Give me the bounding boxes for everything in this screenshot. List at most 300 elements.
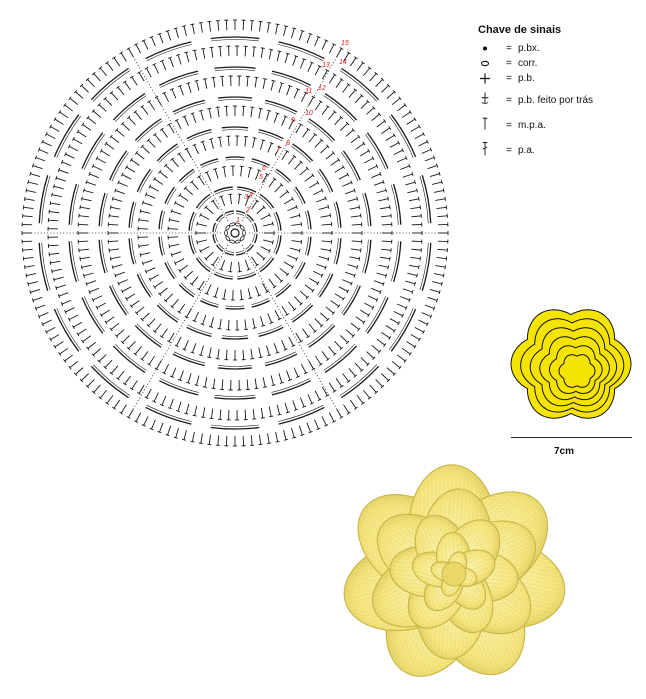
- chain-arc: [218, 100, 251, 101]
- stitch-mark: [276, 24, 280, 25]
- stitch-mark: [355, 96, 362, 103]
- stitch-mark: [301, 364, 306, 373]
- stitch-mark: [434, 274, 444, 276]
- stitch-mark: [83, 188, 84, 192]
- stitch-mark: [328, 346, 334, 354]
- stitch-mark: [346, 330, 354, 337]
- stitch-mark: [184, 117, 188, 126]
- stitch-mark: [409, 110, 411, 113]
- stitch-mark: [94, 74, 101, 81]
- stitch-mark: [245, 46, 246, 56]
- stitch-mark: [392, 98, 400, 104]
- stitch-mark: [50, 203, 60, 205]
- stitch-mark: [146, 268, 155, 272]
- chain-arc: [196, 258, 210, 272]
- stitch-mark: [340, 336, 347, 343]
- stitch-mark: [422, 150, 431, 154]
- stitch-mark: [276, 441, 280, 442]
- stitch-mark: [349, 368, 355, 376]
- stitch-mark: [342, 280, 351, 284]
- stitch-mark: [146, 389, 151, 398]
- stitch-mark: [277, 51, 279, 61]
- stitch-mark: [43, 320, 52, 324]
- stitch-mark: [25, 266, 35, 268]
- stitch-mark: [112, 197, 113, 201]
- round-number: 13: [322, 62, 330, 69]
- stitch-mark: [434, 190, 444, 192]
- stitch-mark: [30, 174, 40, 177]
- chain-arc: [72, 185, 79, 225]
- stitch-mark: [203, 407, 205, 417]
- stitch-mark: [394, 150, 403, 154]
- stitch-mark: [176, 411, 180, 412]
- stitch-mark: [119, 280, 128, 284]
- round-number: 4: [249, 192, 253, 199]
- stitch-mark: [203, 315, 206, 324]
- stitch-mark: [263, 79, 265, 89]
- stitch-mark: [88, 342, 96, 348]
- stitch-icon: [478, 141, 492, 156]
- stitch-mark: [93, 348, 101, 355]
- stitch-mark: [280, 191, 288, 197]
- chain-arc: [157, 305, 177, 322]
- stitch-mark: [177, 337, 182, 346]
- stitch-mark: [155, 282, 163, 288]
- legend-row-corr: [478, 56, 643, 71]
- stitch-mark: [140, 253, 141, 257]
- stitch-mark: [259, 108, 263, 109]
- chain-arc: [272, 71, 311, 85]
- stitch-mark: [136, 153, 144, 159]
- stitch-mark: [292, 437, 296, 438]
- stitch-mark: [73, 139, 82, 144]
- stitch-mark: [351, 323, 359, 329]
- stitch-mark: [276, 113, 280, 114]
- stitch-mark: [86, 180, 87, 184]
- stitch-mark: [130, 305, 132, 308]
- stitch-mark: [397, 158, 406, 162]
- chain-arc: [247, 215, 254, 222]
- chain-arc: [213, 223, 215, 232]
- chain-arc: [251, 161, 268, 167]
- stitch-mark: [354, 189, 355, 193]
- stitch-mark: [86, 282, 87, 286]
- stitch-mark: [284, 430, 286, 440]
- stitch-mark: [82, 340, 84, 343]
- stitch-mark: [141, 253, 151, 255]
- stitch-mark: [397, 355, 405, 361]
- stitch-mark: [23, 249, 33, 250]
- stitch-mark: [241, 166, 242, 176]
- stitch-mark: [280, 382, 284, 383]
- stitch-mark: [207, 108, 211, 109]
- stitch-mark: [267, 110, 271, 111]
- stitch-mark: [192, 343, 195, 352]
- stitch-mark: [185, 188, 192, 195]
- stitch-mark: [211, 409, 212, 419]
- stitch-mark: [174, 437, 178, 438]
- stitch-mark: [307, 423, 311, 432]
- stitch-mark: [192, 24, 194, 34]
- chain-arc: [276, 169, 290, 181]
- stitch-mark: [407, 119, 415, 124]
- stitch-mark: [261, 418, 265, 419]
- stitch-mark: [253, 318, 255, 328]
- stitch-mark: [125, 82, 131, 90]
- stitch-mark: [352, 224, 362, 225]
- stitch-mark: [154, 64, 158, 73]
- stitch-mark: [24, 197, 25, 201]
- stitch-mark: [109, 214, 110, 218]
- stitch-mark: [410, 257, 420, 258]
- stitch-mark: [319, 207, 329, 210]
- stitch-mark: [309, 134, 315, 142]
- stitch-mark: [30, 172, 31, 176]
- stitch-mark: [435, 199, 445, 201]
- stitch-mark: [146, 194, 155, 198]
- chain-arc: [215, 395, 256, 396]
- stitch-mark: [118, 371, 124, 379]
- stitch-mark: [143, 203, 152, 206]
- stitch-mark: [259, 348, 261, 358]
- stitch-mark: [368, 296, 377, 300]
- stitch-mark: [33, 297, 42, 300]
- stitch-mark: [79, 216, 89, 217]
- stitch-mark: [315, 102, 320, 110]
- stitch-mark: [436, 164, 437, 168]
- stitch-mark: [363, 68, 369, 76]
- stitch-mark: [172, 252, 181, 255]
- stitch-mark: [255, 388, 259, 389]
- stitch-mark: [59, 110, 61, 113]
- stitch-mark: [53, 278, 54, 282]
- stitch-mark: [114, 400, 120, 408]
- stitch-mark: [168, 229, 178, 230]
- stitch-mark: [53, 184, 54, 188]
- flower-petal-layers: [504, 300, 638, 430]
- stitch-mark: [206, 207, 213, 214]
- legend-title: Chave de sinais: [478, 24, 562, 36]
- stitch-mark: [58, 168, 59, 172]
- stitch-mark: [428, 297, 437, 300]
- stitch-mark: [172, 159, 178, 167]
- stitch-mark: [410, 207, 420, 208]
- stitch-mark: [409, 265, 419, 267]
- stitch-mark: [81, 265, 82, 269]
- stitch-mark: [211, 317, 213, 327]
- stitch-mark: [201, 23, 203, 33]
- stitch-mark: [28, 180, 29, 184]
- stitch-mark: [360, 151, 369, 156]
- chain-arc: [291, 146, 311, 163]
- stitch-mark: [191, 113, 195, 114]
- stitch-mark: [322, 41, 326, 50]
- stitch-mark: [301, 434, 305, 435]
- stitch-mark: [321, 215, 331, 217]
- stitch-mark: [211, 47, 212, 57]
- stitch-mark: [387, 92, 394, 99]
- stitch-mark: [328, 257, 329, 261]
- stitch-mark: [386, 326, 395, 331]
- stitch-mark: [340, 124, 347, 131]
- stitch-mark: [371, 288, 380, 292]
- stitch-mark: [115, 189, 116, 193]
- stitch-mark: [62, 300, 71, 304]
- chain-arc: [222, 130, 248, 131]
- stitch-mark: [291, 428, 294, 438]
- chain-arc: [363, 194, 369, 227]
- stitch-mark: [209, 326, 213, 327]
- back-cross-icon: [478, 91, 492, 106]
- stitch-mark: [228, 320, 229, 330]
- chain-arc: [226, 306, 244, 307]
- stitch-mark: [388, 265, 389, 269]
- stitch-mark: [192, 277, 198, 285]
- chain-arc: [226, 250, 234, 252]
- chain-arc: [84, 297, 104, 332]
- stitch-mark: [164, 364, 169, 373]
- stitch-mark: [272, 80, 276, 81]
- stitch-mark: [135, 112, 141, 120]
- chain-arc: [296, 263, 305, 279]
- stitch-mark: [179, 304, 185, 312]
- stitch-mark: [78, 132, 86, 137]
- chain-arc: [160, 74, 198, 88]
- chain-arc: [201, 161, 218, 167]
- stitch-mark: [361, 248, 362, 252]
- stitch-mark: [166, 165, 173, 172]
- stitch-mark: [121, 405, 126, 413]
- chain-arc: [211, 425, 259, 426]
- stitch-mark: [83, 274, 84, 278]
- stitch-mark: [117, 130, 125, 137]
- stitch-mark: [377, 121, 385, 127]
- stitch-mark: [166, 294, 173, 301]
- stitch-mark: [164, 93, 169, 102]
- stitch-mark: [253, 138, 255, 148]
- chain-arc: [137, 169, 150, 192]
- stitch-mark: [340, 78, 343, 80]
- stitch-mark: [28, 182, 38, 184]
- stitch-mark: [24, 207, 34, 208]
- stitch-mark: [201, 324, 205, 325]
- stitch-mark: [122, 287, 131, 292]
- stitch-mark: [363, 142, 365, 145]
- stitch-mark: [213, 77, 214, 87]
- stitch-mark: [93, 296, 102, 300]
- stitch-mark: [415, 134, 424, 139]
- stitch-mark: [177, 153, 180, 155]
- stitch-mark: [418, 142, 427, 146]
- stitch-mark: [371, 174, 380, 178]
- stitch-mark: [213, 201, 219, 209]
- stitch-mark: [321, 313, 328, 320]
- legend-label: p.a.: [518, 145, 535, 156]
- chain-arc: [365, 134, 385, 169]
- stitch-mark: [110, 205, 111, 209]
- stitch-mark: [155, 179, 163, 185]
- stitch-mark: [184, 340, 188, 349]
- chain-arc: [255, 223, 257, 232]
- petal-layer: [559, 355, 595, 388]
- chain-arc: [367, 133, 388, 169]
- chain-arc: [340, 70, 377, 101]
- stitch-mark: [43, 142, 52, 146]
- crochet-chart: [0, 0, 470, 470]
- chain-arc: [391, 241, 398, 281]
- stitch-mark: [49, 253, 59, 254]
- stitch-mark: [390, 205, 391, 209]
- stitch-mark: [76, 368, 83, 375]
- stitch-mark: [275, 185, 282, 192]
- dot-icon: [478, 41, 492, 56]
- center-chain: [235, 239, 241, 243]
- stitch-mark: [54, 277, 64, 279]
- stitch-mark: [383, 180, 384, 184]
- stitch-mark: [90, 288, 99, 292]
- stitch-mark: [253, 328, 257, 329]
- legend-label: p.b. feito por trás: [518, 95, 594, 106]
- stitch-mark: [186, 404, 189, 414]
- stitch-mark: [355, 363, 362, 370]
- stitch-mark: [267, 443, 271, 444]
- stitch-mark: [50, 261, 60, 263]
- stitch-mark: [176, 428, 179, 438]
- stitch-mark: [366, 352, 373, 359]
- chain-arc: [320, 274, 333, 297]
- stitch-mark: [255, 286, 259, 295]
- chain-arc: [69, 241, 76, 282]
- stitch-mark: [282, 151, 287, 159]
- stitch-mark: [342, 182, 351, 186]
- stitch-mark: [343, 405, 348, 413]
- chain-arc: [325, 346, 357, 373]
- stitch-mark: [291, 224, 301, 225]
- legend-equals: =: [506, 58, 512, 69]
- stitch-mark: [263, 79, 267, 80]
- stitch-mark: [201, 346, 204, 356]
- chain-arc: [259, 327, 284, 336]
- stitch-mark: [348, 265, 358, 268]
- stitch-mark: [56, 286, 57, 290]
- stitch-mark: [114, 58, 120, 66]
- stitch-mark: [150, 186, 159, 191]
- stitch-mark: [172, 89, 176, 98]
- stitch-mark: [80, 205, 81, 209]
- stitch-mark: [78, 224, 88, 225]
- stitch-mark: [390, 143, 399, 148]
- chain-arc: [214, 398, 255, 399]
- stitch-mark: [390, 257, 391, 261]
- stitch-mark: [243, 350, 244, 360]
- chain-arc: [225, 211, 234, 213]
- center-chain: [225, 235, 230, 241]
- stitch-mark: [437, 257, 447, 258]
- stitch-mark: [50, 261, 51, 265]
- stitch-mark: [52, 195, 62, 197]
- stitch-mark: [263, 240, 273, 242]
- stitch-mark: [315, 391, 320, 400]
- stitch-mark: [330, 213, 331, 217]
- stitch-mark: [70, 361, 78, 367]
- stitch-mark: [294, 56, 298, 57]
- stitch-mark: [313, 271, 322, 275]
- stitch-mark: [439, 172, 440, 176]
- stitch-mark: [432, 282, 442, 284]
- stitch-mark: [441, 180, 442, 184]
- stitch-mark: [179, 154, 185, 162]
- stitch-mark: [261, 325, 265, 326]
- stitch-mark: [340, 385, 343, 387]
- stitch-mark: [119, 182, 128, 186]
- legend-row-pa: [478, 141, 643, 161]
- stitch-mark: [381, 128, 389, 134]
- stitch-mark: [335, 117, 342, 124]
- stitch-mark: [372, 114, 380, 120]
- size-scale-line: [511, 437, 632, 438]
- stitch-mark: [322, 416, 326, 425]
- stitch-mark: [301, 240, 302, 244]
- chain-arc: [278, 405, 323, 421]
- stitch-mark: [209, 435, 210, 445]
- stitch-mark: [269, 407, 271, 417]
- chain-arc: [255, 234, 257, 243]
- stitch-mark: [220, 319, 222, 329]
- stitch-mark: [178, 55, 181, 65]
- stitch-mark: [56, 176, 57, 180]
- stitch-mark: [144, 416, 148, 425]
- finished-flower-photo: [318, 464, 590, 694]
- chain-arc: [215, 70, 256, 71]
- stitch-mark: [39, 313, 48, 317]
- stitch-mark: [329, 383, 334, 391]
- stitch-mark: [425, 305, 434, 309]
- stitch-mark: [253, 409, 254, 419]
- chain-arc: [226, 157, 245, 158]
- stitch-mark: [136, 44, 141, 53]
- stitch-mark: [222, 167, 226, 168]
- stitch-mark: [361, 214, 362, 218]
- stitch-mark: [261, 215, 270, 220]
- stitch-mark: [243, 106, 244, 116]
- stitch-mark: [290, 248, 300, 251]
- stitch-mark: [418, 320, 427, 324]
- flower-petals: [334, 464, 573, 692]
- stitch-mark: [418, 197, 419, 201]
- stitch-mark: [251, 349, 252, 359]
- stitch-mark: [80, 257, 81, 261]
- stitch-mark: [390, 319, 399, 324]
- stitch-mark: [142, 106, 148, 114]
- stitch-mark: [174, 28, 178, 29]
- chain-arc: [213, 234, 215, 243]
- stitch-mark: [405, 281, 415, 284]
- stitch-mark: [28, 282, 38, 284]
- stitch-mark: [26, 190, 36, 192]
- stitch-mark: [309, 183, 318, 188]
- stitch-mark: [282, 117, 286, 126]
- stitch-mark: [279, 373, 282, 383]
- stitch-mark: [350, 257, 360, 259]
- stitch-mark: [417, 274, 418, 278]
- stitch-mark: [46, 134, 55, 139]
- stitch-mark: [407, 190, 417, 192]
- stitch-mark: [287, 207, 296, 211]
- stitch-mark: [445, 197, 446, 201]
- stitch-mark: [407, 341, 415, 346]
- stitch-mark: [180, 371, 184, 380]
- center-chain: [229, 222, 235, 226]
